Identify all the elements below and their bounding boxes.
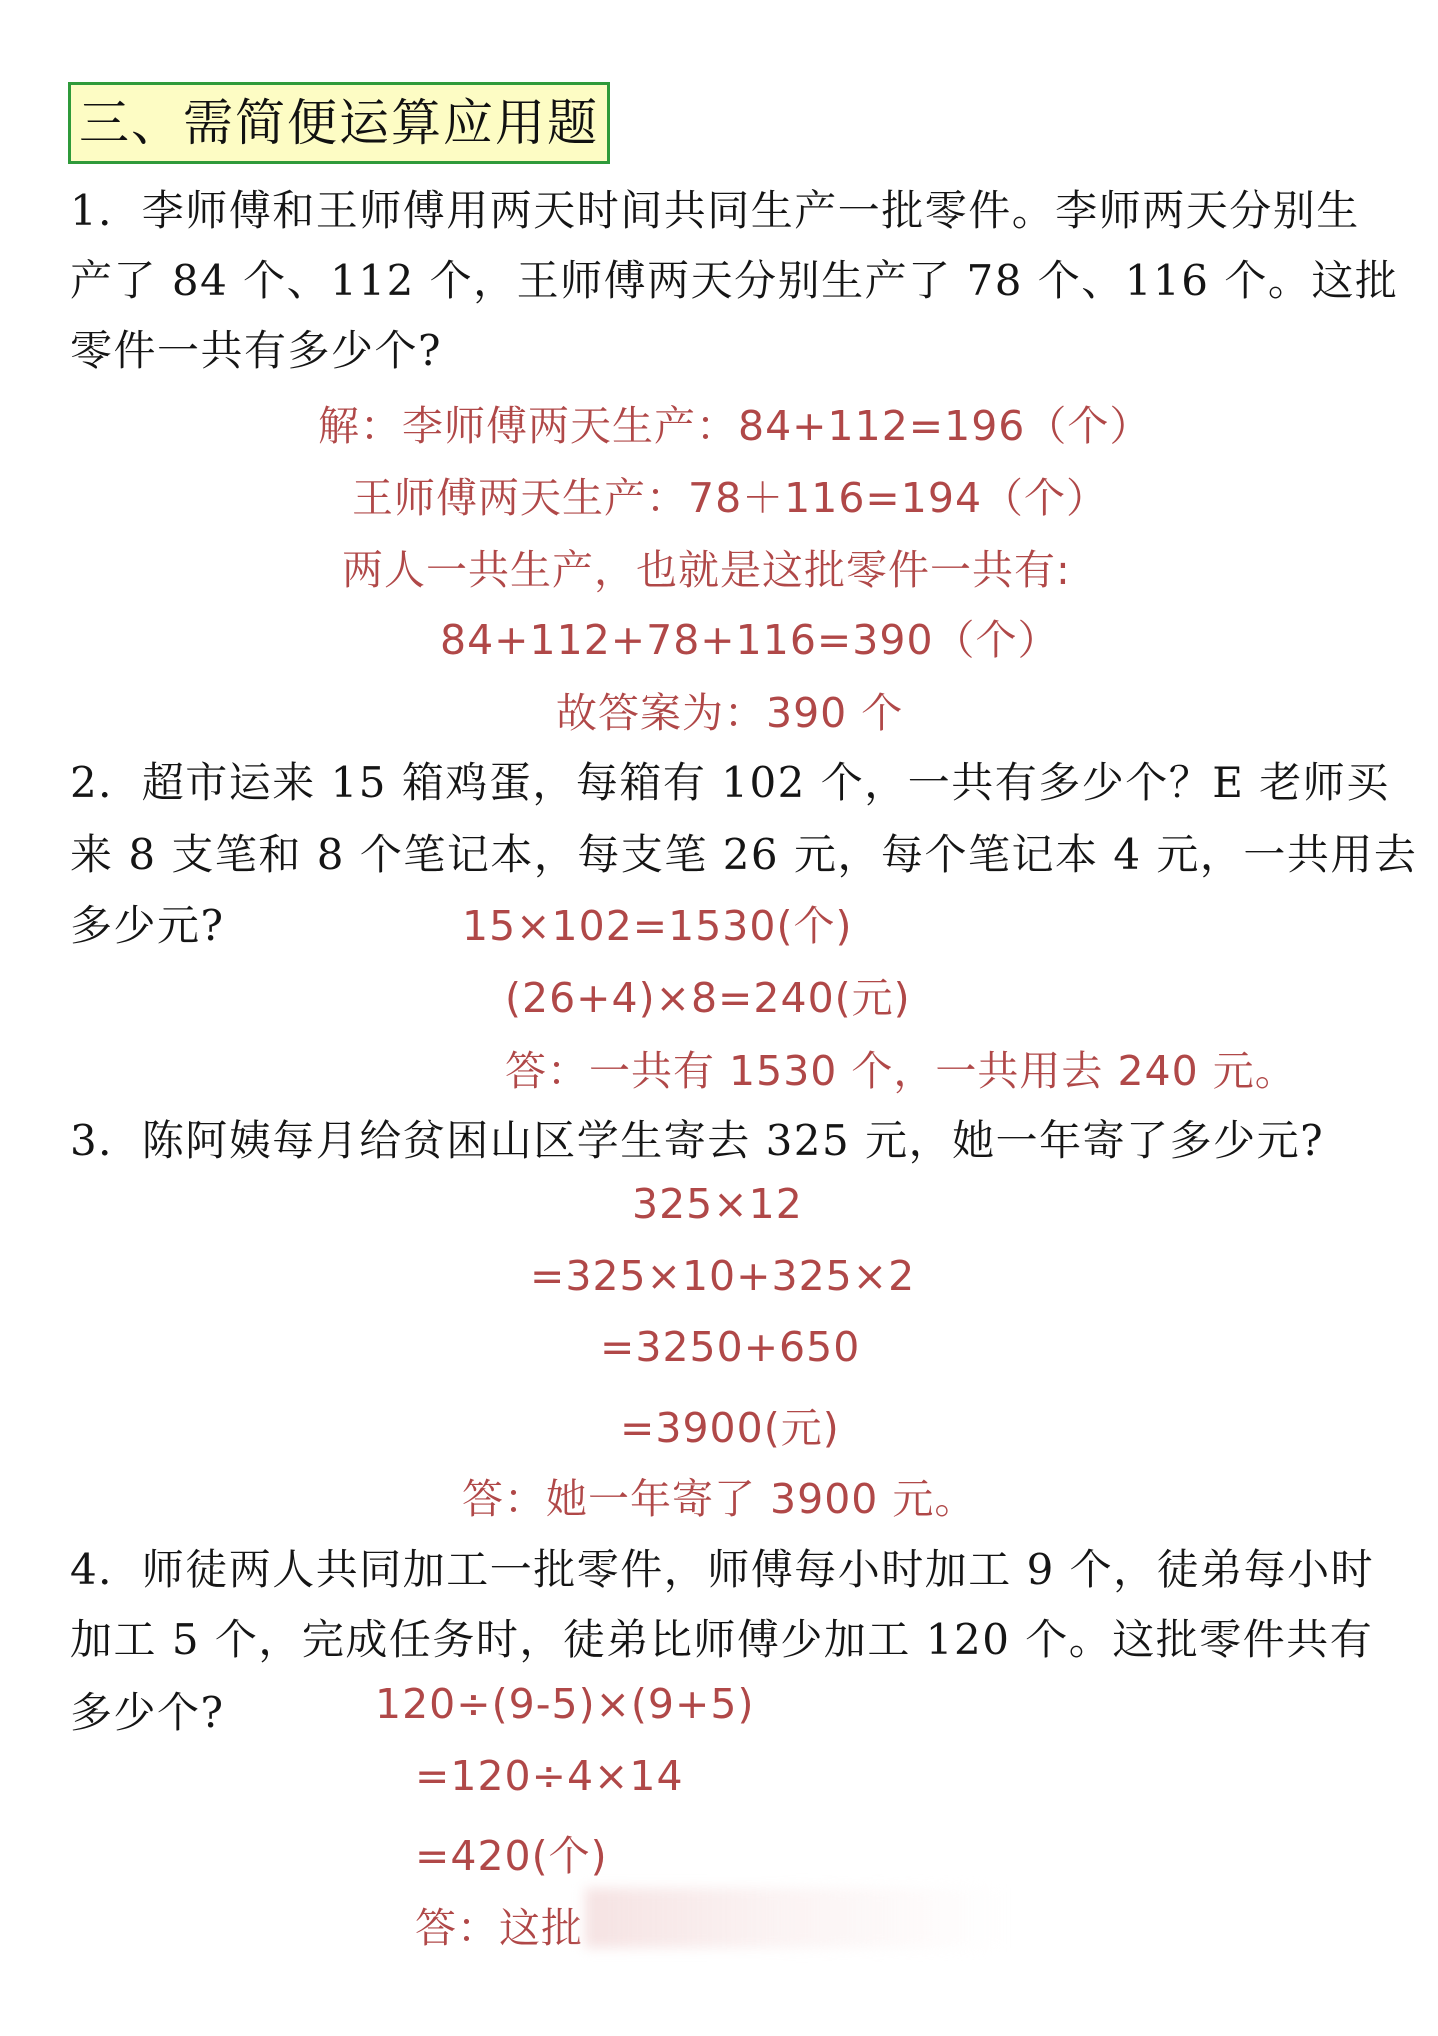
problem-4-answer-line-1: 120÷(9-5)×(9+5) [375,1680,755,1728]
problem-1-question-line-1: 1．李师傅和王师傅用两天时间共同生产一批零件。李师两天分别生 [70,186,1360,235]
problem-3-answer-line-3: =3250+650 [600,1323,861,1371]
problem-2-answer-line-2: (26+4)×8=240(元) [505,974,911,1022]
problem-4-answer-line-2: =120÷4×14 [415,1752,684,1800]
problem-2-question-line-2: 来 8 支笔和 8 个笔记本，每支笔 26 元，每个笔记本 4 元，一共用去 [70,830,1418,879]
problem-3-question-line-1: 3．陈阿姨每月给贫困山区学生寄去 325 元，她一年寄了多少元? [70,1116,1325,1165]
problem-1-answer-line-5: 故答案为：390 个 [556,689,904,737]
problem-2-answer-line-3: 答：一共有 1530 个，一共用去 240 元。 [505,1047,1297,1095]
problem-1-answer-line-3: 两人一共生产，也就是这批零件一共有: [342,546,1071,594]
problem-2-question-line-1: 2．超市运来 15 箱鸡蛋，每箱有 102 个，一共有多少个？E 老师买 [70,758,1390,807]
problem-1-answer-line-1: 解：李师傅两天生产：84+112=196（个） [318,402,1152,450]
problem-1-answer-line-2: 王师傅两天生产：78＋116=194（个） [352,474,1109,522]
problem-2-question-line-3: 多少元? [70,901,225,950]
problem-4-answer-line-4: 答：这批 [415,1904,583,1952]
problem-3-answer-line-5: 答：她一年寄了 3900 元。 [462,1475,977,1523]
problem-1-question-line-3: 零件一共有多少个? [70,326,443,375]
problem-4-question-line-3: 多少个? [70,1688,225,1737]
problem-3-answer-line-4: =3900(元) [620,1404,840,1452]
problem-2-answer-line-1: 15×102=1530(个) [462,902,853,950]
problem-4-question-line-1: 4．师徒两人共同加工一批零件，师傅每小时加工 9 个，徒弟每小时 [70,1545,1375,1594]
problem-3-answer-line-1: 325×12 [632,1180,803,1228]
problem-4-answer-line-3: =420(个) [415,1832,608,1880]
problem-1-question-line-2: 产了 84 个、112 个，王师傅两天分别生产了 78 个、116 个。这批 [70,256,1399,305]
problem-3-answer-line-2: =325×10+325×2 [530,1252,916,1300]
section-title: 三、需简便运算应用题 [68,82,610,164]
problem-1-answer-line-4: 84+112+78+116=390（个） [440,616,1060,664]
problem-4-question-line-2: 加工 5 个，完成任务时，徒弟比师傅少加工 120 个。这批零件共有 [70,1615,1374,1664]
blurred-redaction [585,1888,1005,1948]
